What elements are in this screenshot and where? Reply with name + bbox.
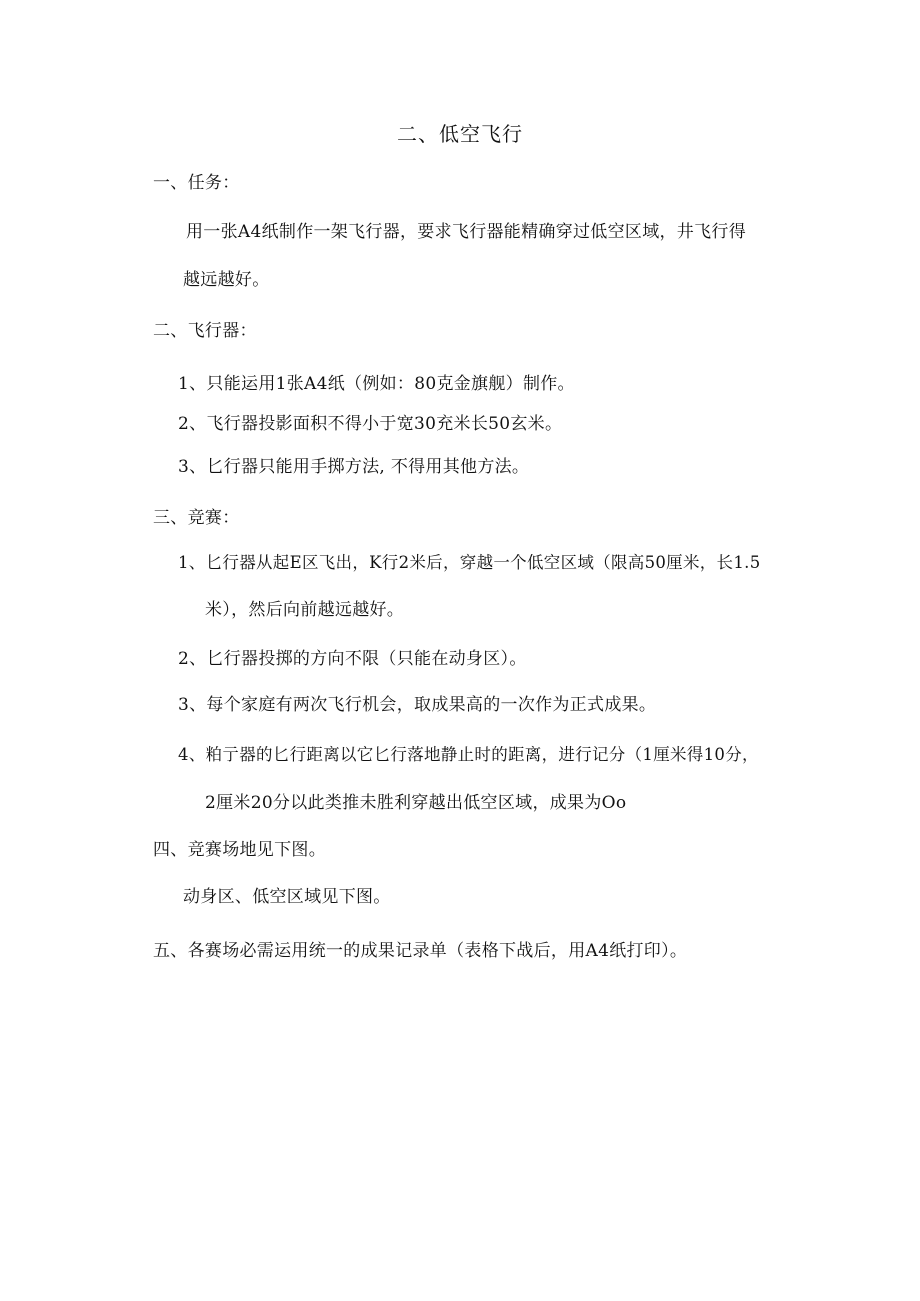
aircraft-item-2: 2、飞行器投影面积不得小于宽30充米长50玄米。 [178,414,563,434]
section-heading-record: 五、各赛场必需运用统一的成果记录单（表格下战后，用A4纸打印）。 [153,941,688,961]
competition-item-2: 2、匕行器投掷的方向不限（只能在动身区）。 [178,649,527,669]
section-heading-task: 一、任务： [153,173,240,193]
task-body-line-2: 越远越好。 [183,270,270,290]
page-title: 二、低空飞行 [397,122,523,146]
section-heading-competition: 三、竞赛： [153,508,240,528]
section-heading-venue: 四、竞赛场地见下图。 [153,840,326,860]
competition-item-3: 3、每个家庭有两次飞行机会，取成果高的一次作为正式成果。 [178,695,657,715]
competition-item-4-line-2: 2厘米20分以此类推未胜利穿越出低空区域，成果为Oo [205,793,627,813]
aircraft-item-1: 1、只能运用1张A4纸（例如：80克金旗舰）制作。 [178,374,575,394]
venue-body: 动身区、低空区域见下图。 [183,887,391,907]
task-body-line-1: 用一张A4纸制作一架飞行器，要求飞行器能精确穿过低空区域，井飞行得 [186,222,746,242]
section-heading-aircraft: 二、飞行器： [153,321,257,341]
competition-item-4-line-1: 4、粕亍器的匕行距离以它匕行落地静止时的距离，进行记分（1厘米得10分， [178,745,759,764]
competition-item-1-line-1: 1、匕行器从起E区飞出，K行2米后，穿越一个低空区域（限高50厘米，长1.5 [178,553,761,572]
competition-item-1-line-2: 米），然后向前越远越好。 [205,600,405,620]
aircraft-item-3: 3、匕行器只能用手掷方法, 不得用其他方法。 [178,457,530,477]
